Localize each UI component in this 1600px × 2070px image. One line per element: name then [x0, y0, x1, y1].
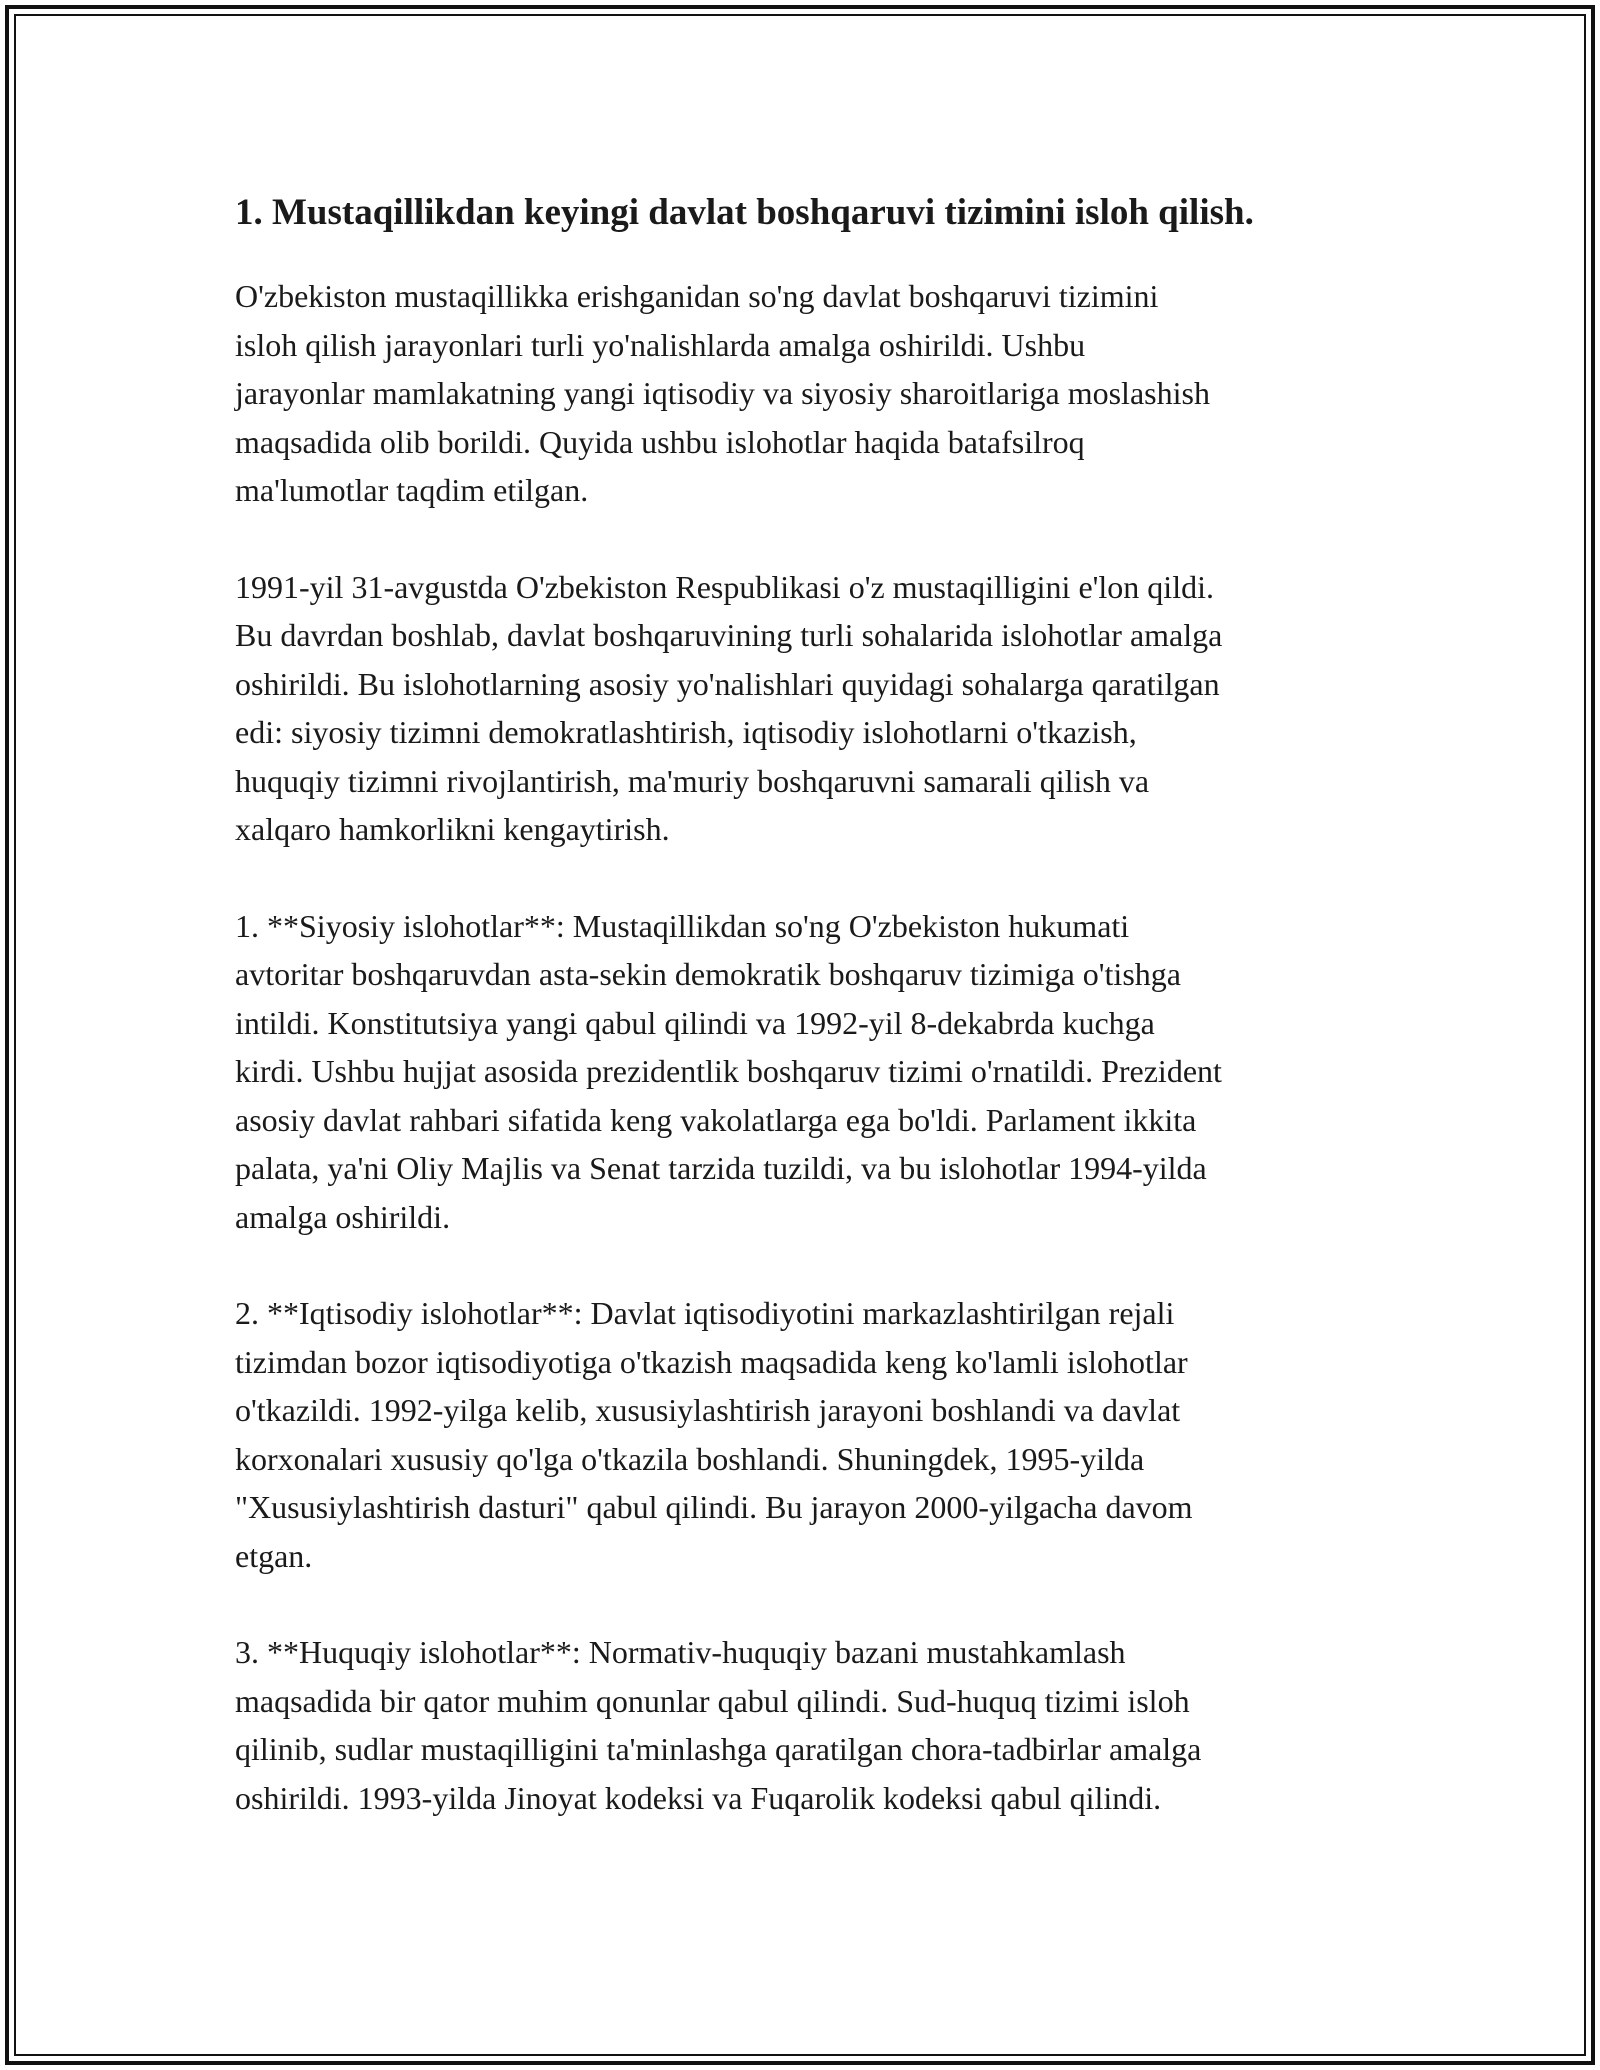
- paragraph-economic-reforms: 2. **Iqtisodiy islohotlar**: Davlat iqtisodiyotini markazlashtirilgan rejali tizimdan bozor iqtisodiyotiga o'tkazish maqsadida keng ko'lamli islohotlar o'tkazildi. 1992-yilga kelib, xususiylashtirish jarayoni boshlandi va davlat korxonalari xususiy qo'lga o'tkazila boshlandi. Shuningdek, 1995-yilda "Xususiylashtirish dasturi" qabul qilindi. Bu jarayon 2000-yilgacha davom etgan.: [235, 1295, 1193, 1574]
- paragraph-independence: 1991-yil 31-avgustda O'zbekiston Respublikasi o'z mustaqilligini e'lon qildi. Bu davrdan boshlab, davlat boshqaruvining turli sohalarida islohotlar amalga oshirildi. Bu islohotlarning asosiy yo'nalishlari quyidagi sohalarga qaratilgan edi: siyosiy tizimni demokratlashtirish, iqtisodiy islohotlarni o'tkazish, huquqiy tizimni rivojlantirish, ma'muriy boshqaruvni samarali qilish va xalqaro hamkorlikni kengaytirish.: [235, 568, 1223, 847]
- document-body: [235, 186, 1375, 1870]
- paragraph-legal-reforms: 3. **Huquqiy islohotlar**: Normativ-huquqiy bazani mustahkamlash maqsadida bir qator muhim qonunlar qabul qilindi. Sud-huquq tizimi isloh qilinib, sudlar mustaqilligini ta'minlashga qaratilgan chora-tadbirlar amalga oshirildi. 1993-yilda Jinoyat kodeksi va Fuqarolik kodeksi qabul qilindi.: [235, 1634, 1202, 1816]
- paragraph-intro: O'zbekiston mustaqillikka erishganidan so'ng davlat boshqaruvi tizimini isloh qilish jarayonlari turli yo'nalishlarda amalga oshirildi. Ushbu jarayonlar mamlakatning yangi iqtisodiy va siyosiy sharoitlariga moslashish maqsadida olib borildi. Quyida ushbu islohotlar haqida batafsilroq ma'lumotlar taqdim etilgan.: [235, 278, 1210, 508]
- paragraph-political-reforms: 1. **Siyosiy islohotlar**: Mustaqillikdan so'ng O'zbekiston hukumati avtoritar boshqaruvdan asta-sekin demokratik boshqaruv tizimiga o'tishga intildi. Konstitutsiya yangi qabul qilindi va 1992-yil 8-dekabrda kuchga kirdi. Ushbu hujjat asosida prezidentlik boshqaruv tizimi o'rnatildi. Prezident asosiy davlat rahbari sifatida keng vakolatlarga ega bo'ldi. Parlament ikkita palata, ya'ni Oliy Majlis va Senat tarzida tuzildi, va bu islohotlar 1994-yilda amalga oshirildi.: [235, 907, 1222, 1235]
- document-title: 1. Mustaqillikdan keyingi davlat boshqaruvi tizimini isloh qilish.: [235, 192, 1254, 233]
